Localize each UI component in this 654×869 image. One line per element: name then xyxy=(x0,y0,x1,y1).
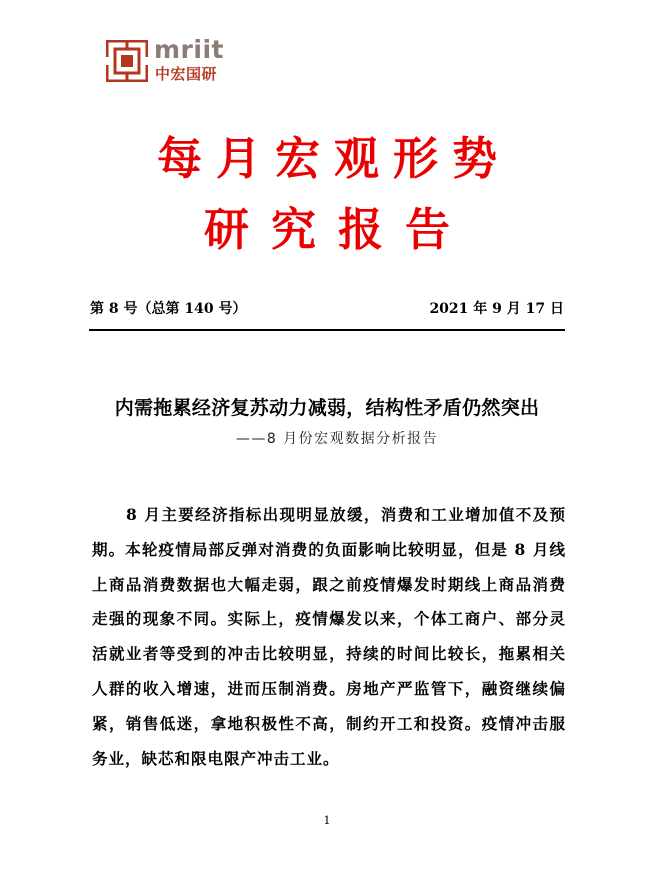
masthead-title-line1: 每月宏观形势 xyxy=(156,132,511,185)
report-title: 内需拖累经济复苏动力减弱，结构性矛盾仍然突出 xyxy=(114,397,540,419)
logo xyxy=(106,36,236,86)
report-subtitle: ——8 月份宏观数据分析报告 xyxy=(235,431,439,447)
logo-text-en: mriit xyxy=(154,35,224,64)
page-number: 1 xyxy=(323,814,331,827)
body-paragraph: 8 月主要经济指标出现明显放缓，消费和工业增加值不及预期。本轮疫情局部反弹对消费的负面影响比较明显，但是 8 月线上商品消费数据也大幅走弱，跟之前疫情爆发时期线上商品消费走强的现象不同。实际上，疫情爆发以来，个体工商户、部分灵活就业者等受到的冲击比较明显，持续的时间比较长，拖累相关人群的收入增速，进而压制消费。房地产严监管下，融资继续偏紧，销售低迷，拿地积极性不高，制约开工和投资。疫情冲击服务业，缺芯和限电限产冲击工业。 xyxy=(92,505,566,768)
masthead-title-line2: 研究报告 xyxy=(203,203,472,256)
mriit-logo-icon xyxy=(106,40,148,82)
header-divider xyxy=(89,329,565,331)
issue-number: 第 8 号（总第 140 号） xyxy=(90,301,247,317)
issue-date: 2021 年 9 月 17 日 xyxy=(429,301,564,317)
logo-text-cn: 中宏国研 xyxy=(155,65,218,83)
